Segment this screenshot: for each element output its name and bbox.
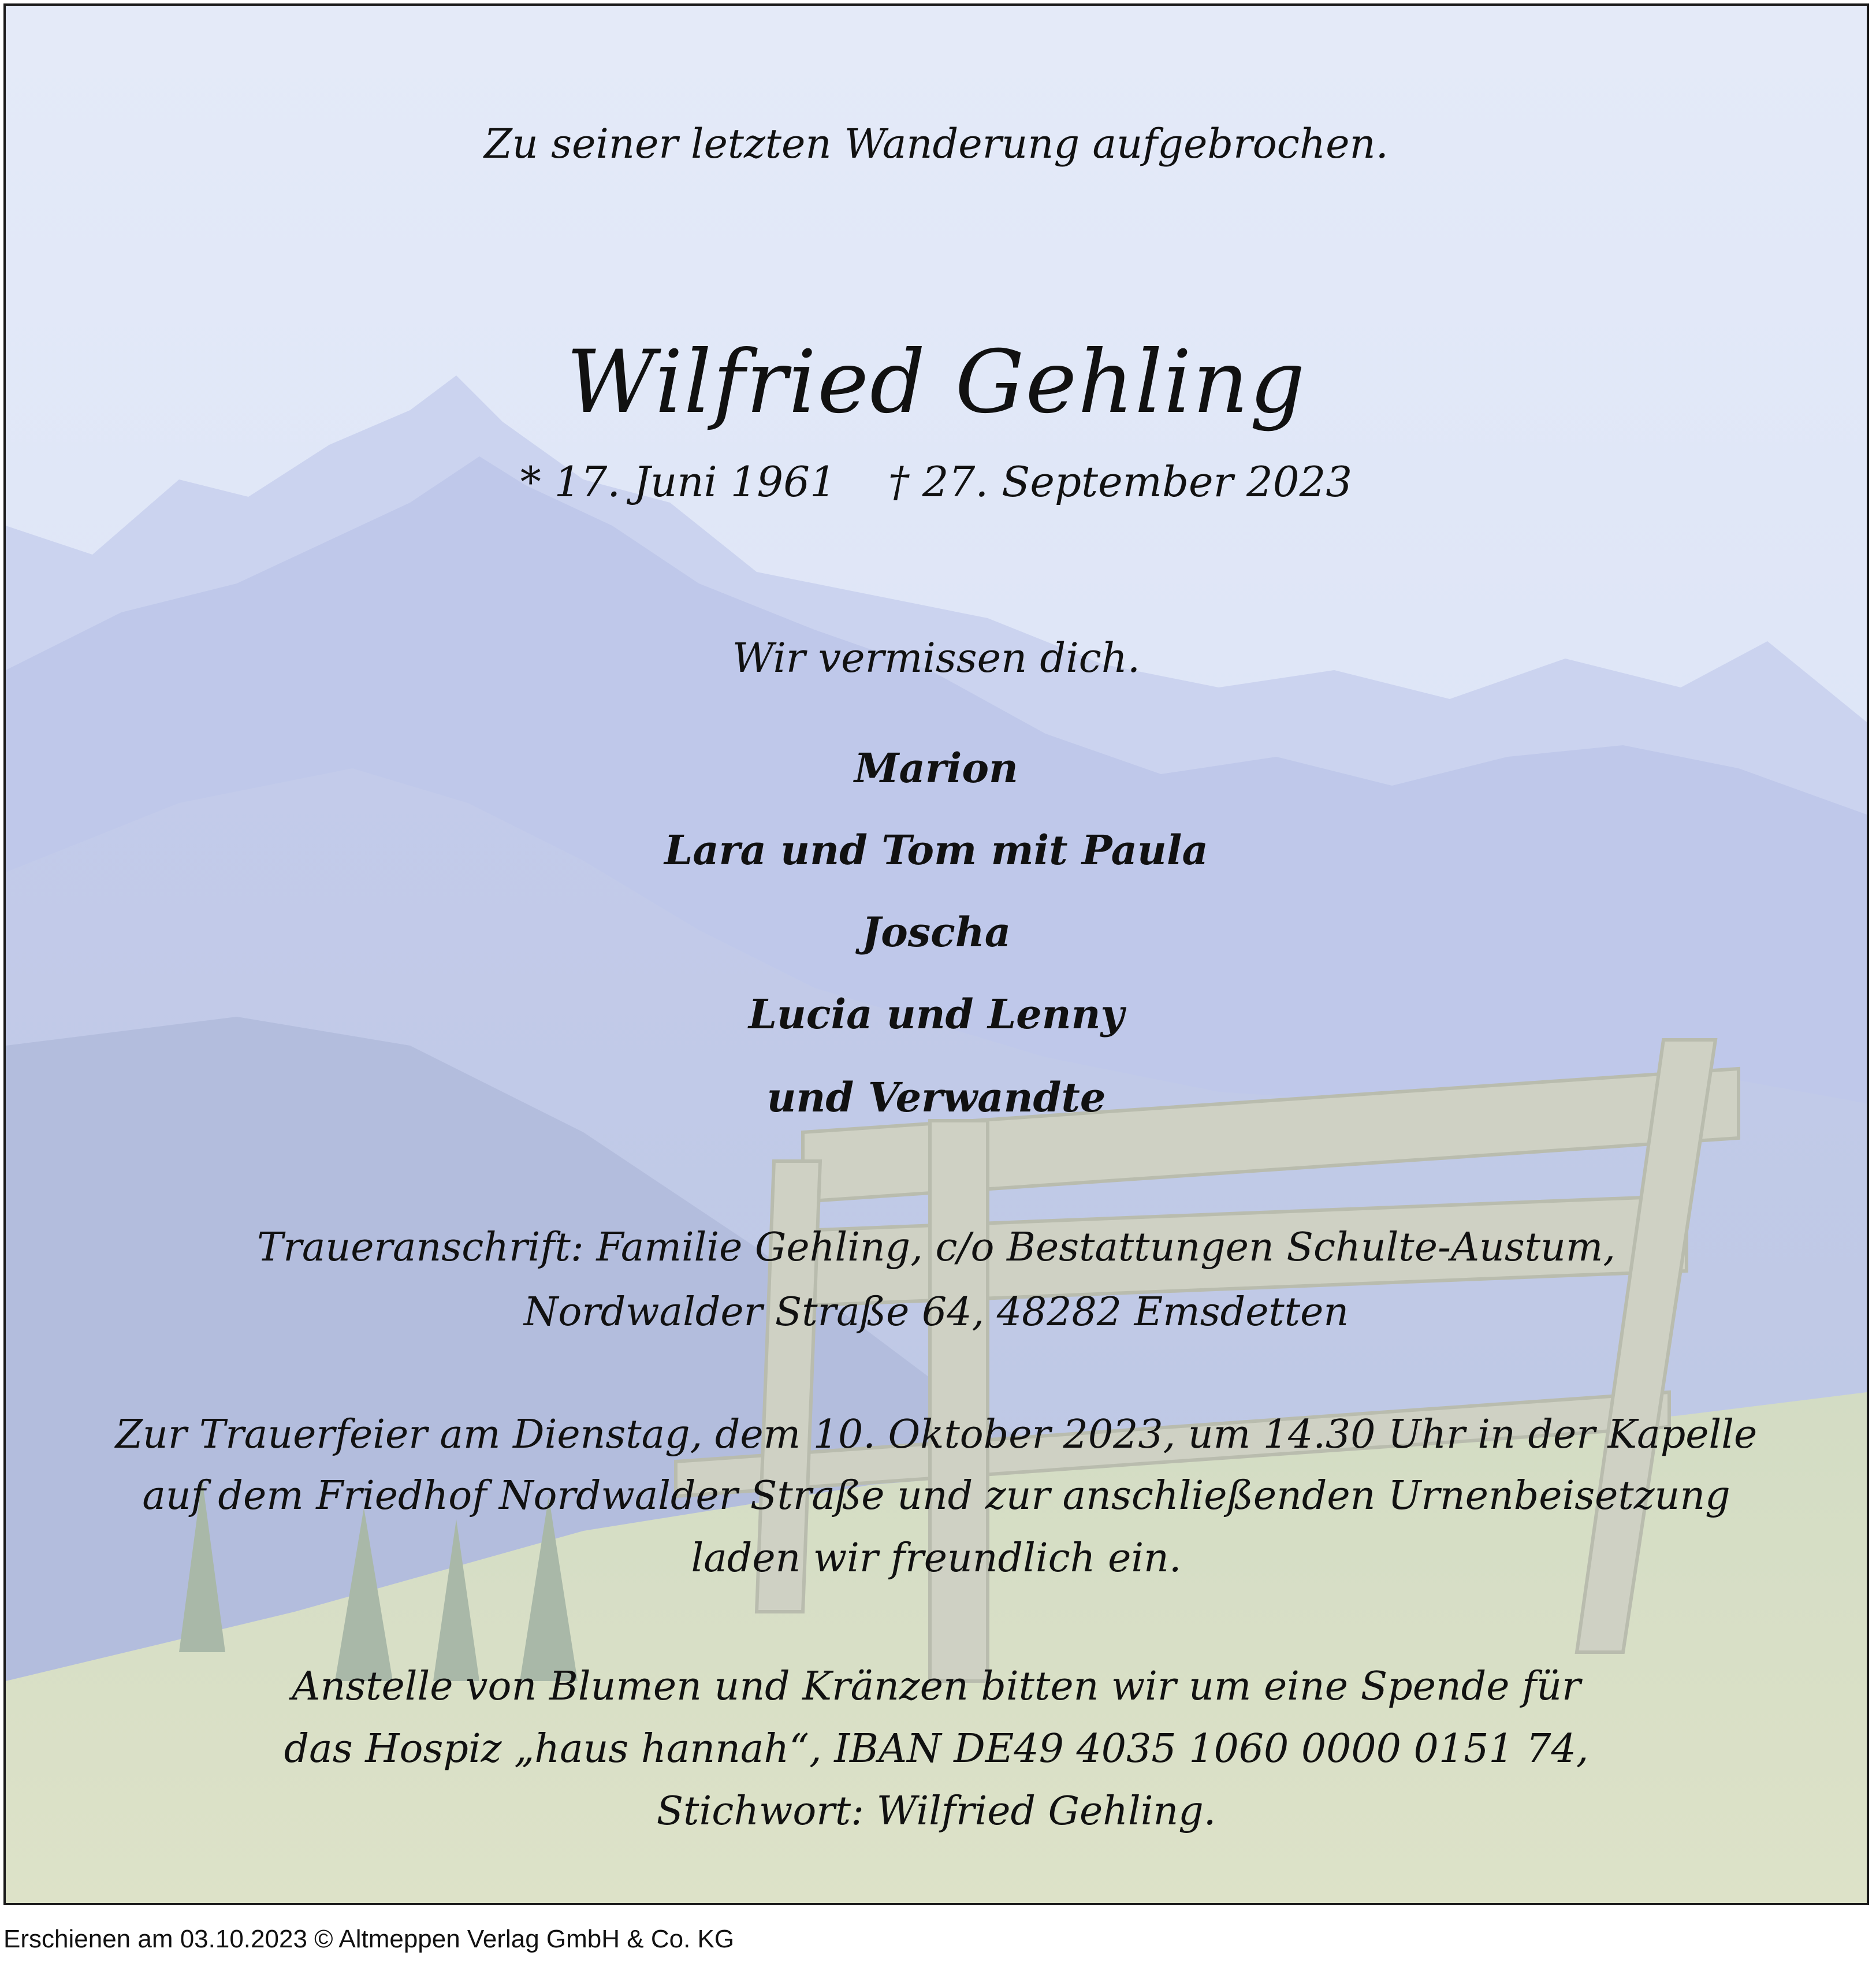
- mourner-name: Marion: [854, 744, 1018, 792]
- mourning-address-line: Traueranschrift: Familie Gehling, c/o Bestattungen Schulte-Austum,: [257, 1225, 1616, 1270]
- mourning-address-line: Nordwalder Straße 64, 48282 Emsdetten: [523, 1289, 1349, 1335]
- tagline: Zu seiner letzten Wanderung aufgebrochen.: [484, 120, 1389, 168]
- death-date: † 27. September 2023: [888, 458, 1353, 506]
- funeral-info-line: auf dem Friedhof Nordwalder Straße und zur anschließenden Urnenbeisetzung: [142, 1473, 1730, 1519]
- miss-line: Wir vermissen dich.: [732, 634, 1141, 682]
- mourner-name: Lara und Tom mit Paula: [664, 826, 1208, 874]
- notice-text: [6, 6, 1867, 1903]
- donation-info-line: Stichwort: Wilfried Gehling.: [656, 1789, 1216, 1834]
- deceased-name: Wilfried Gehling: [566, 332, 1306, 433]
- publication-footer: Erschienen am 03.10.2023 © Altmeppen Verlag GmbH & Co. KG: [3, 1925, 735, 1953]
- mourner-name: und Verwandte: [766, 1073, 1106, 1121]
- obituary-notice: [3, 3, 1869, 1905]
- life-dates: [6, 458, 1867, 506]
- mourner-name: Lucia und Lenny: [748, 990, 1125, 1038]
- birth-date: * 17. Juni 1961: [520, 458, 836, 506]
- mourner-name: Joscha: [861, 908, 1011, 956]
- funeral-info-line: laden wir freundlich ein.: [691, 1535, 1182, 1581]
- donation-info-line: das Hospiz „haus hannah“, IBAN DE49 4035 1060 0000 0151 74,: [284, 1726, 1589, 1772]
- funeral-info-line: Zur Trauerfeier am Dienstag, dem 10. Oktober 2023, um 14.30 Uhr in der Kapelle: [115, 1412, 1758, 1458]
- donation-info-line: Anstelle von Blumen und Kränzen bitten wir um eine Spende für: [292, 1664, 1581, 1709]
